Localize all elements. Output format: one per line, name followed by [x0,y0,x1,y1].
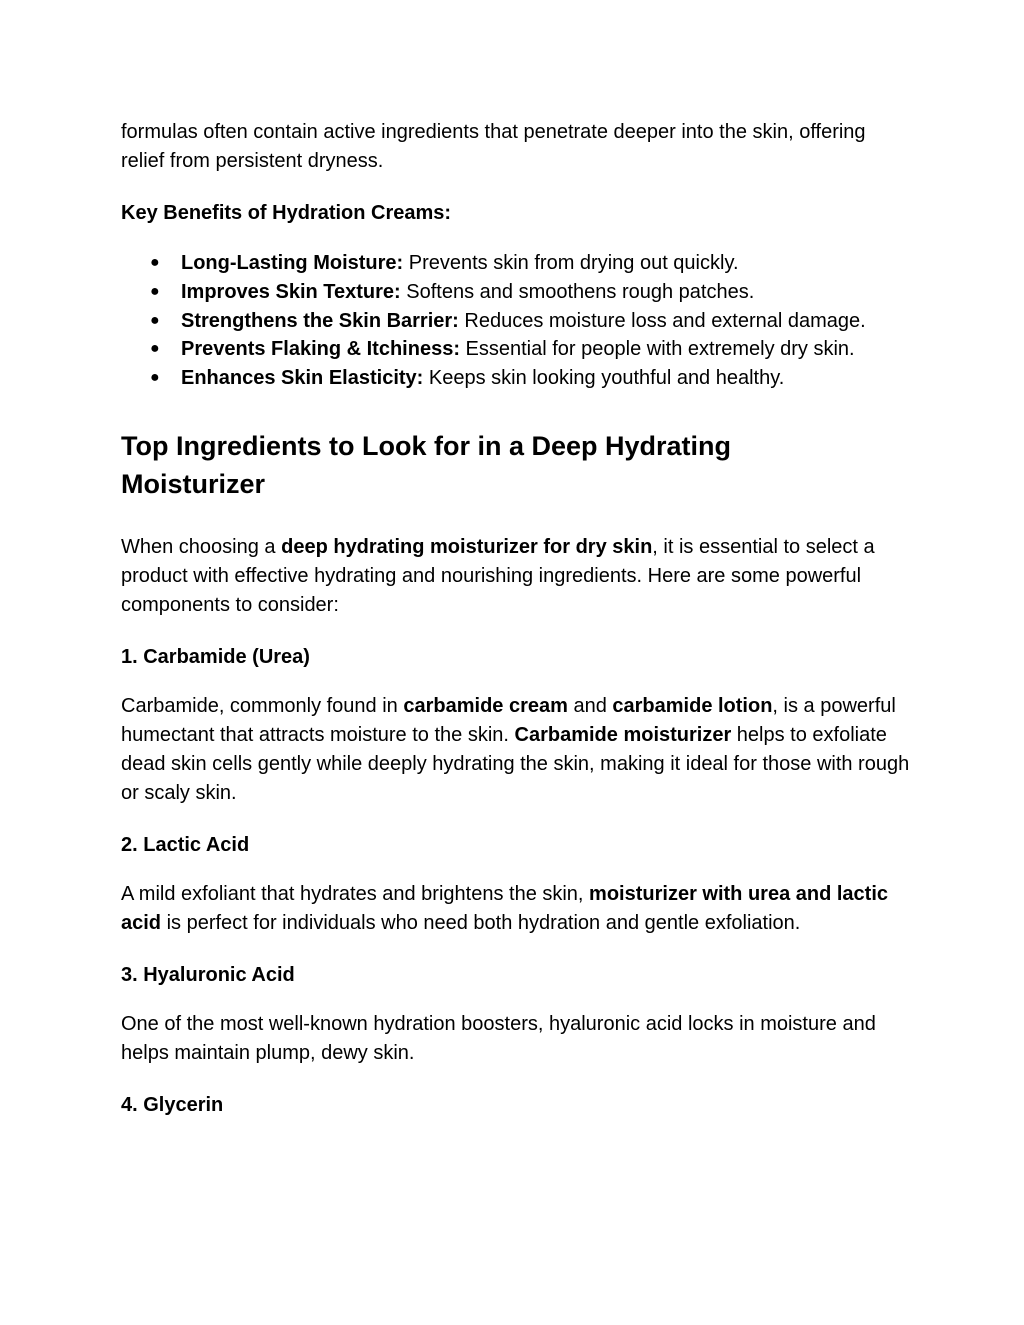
benefit-label: Enhances Skin Elasticity: [181,367,424,390]
bold-run: carbamide lotion [612,694,773,717]
text-run: A mild exfoliant that hydrates and brightens the skin, [121,882,590,905]
text-run: , is a powerful humectant that attracts moisture to the skin. [121,694,896,746]
text-run: helps to exfoliate dead skin cells gently while deeply hydrating the skin, making it ideal for those with rough or scaly skin. [121,723,910,804]
ingredient-title-carbamide: 1. Carbamide (Urea) [121,645,310,668]
list-item [121,364,911,393]
benefit-text: Reduces moisture loss and external damage. [458,309,866,332]
ingredient-paragraph-carbamide [121,692,911,808]
list-item [121,249,911,278]
ingredient-title-lactic-acid: 2. Lactic Acid [121,833,250,856]
benefit-label: Strengthens the Skin Barrier: [181,309,459,332]
benefit-label: Long-Lasting Moisture: [181,252,404,274]
list-item [121,307,911,336]
document-page [121,118,911,1140]
benefit-text: Softens and smoothens rough patches. [400,280,755,303]
benefit-text: Prevents skin from drying out quickly. [403,252,739,274]
benefit-text: Essential for people with extremely dry skin. [459,338,855,361]
bullet-icon: ● [150,369,160,387]
text-run: When choosing a [121,535,282,558]
bold-run: moisturizer with urea and lactic acid [121,882,889,934]
section-intro-paragraph [121,533,911,620]
list-item [121,335,911,364]
text-run: and [567,694,613,717]
ingredient-title-hyaluronic-acid: 3. Hyaluronic Acid [121,963,295,986]
benefits-heading: Key Benefits of Hydration Creams: [121,202,452,224]
text-run: One of the most well-known hydration boosters, hyaluronic acid locks in moisture and helps maintain plump, dewy skin. [121,1012,876,1064]
text-run: is perfect for individuals who need both hydration and gentle exfoliation. [161,911,801,934]
ingredient-paragraph-hyaluronic-acid [121,1010,911,1068]
bold-run: Carbamide moisturizer [514,723,732,746]
bullet-icon: ● [150,282,160,300]
benefit-label: Prevents Flaking & Itchiness: [181,338,460,361]
bullet-icon: ● [150,254,160,271]
text-run: Carbamide, commonly found in [121,694,404,717]
ingredient-title-glycerin: 4. Glycerin [121,1093,224,1116]
section-title: Top Ingredients to Look for in a Deep Hydrating Moisturizer [121,430,732,499]
ingredient-paragraph-lactic-acid [121,880,911,938]
list-item [121,278,911,307]
intro-paragraph: formulas often contain active ingredients that penetrate deeper into the skin, offering relief from persistent dryness. [121,121,866,172]
bullet-icon: ● [150,340,160,358]
bullet-icon: ● [150,311,160,329]
benefit-text: Keeps skin looking youthful and healthy. [423,367,785,390]
text-run: , it is essential to select a product with effective hydrating and nourishing ingredients. Here are some powerful components to consider: [121,535,875,616]
benefit-label: Improves Skin Texture: [181,280,401,303]
benefits-list [121,249,911,393]
bold-run: carbamide cream [403,694,568,717]
bold-run: deep hydrating moisturizer for dry skin [281,535,653,558]
